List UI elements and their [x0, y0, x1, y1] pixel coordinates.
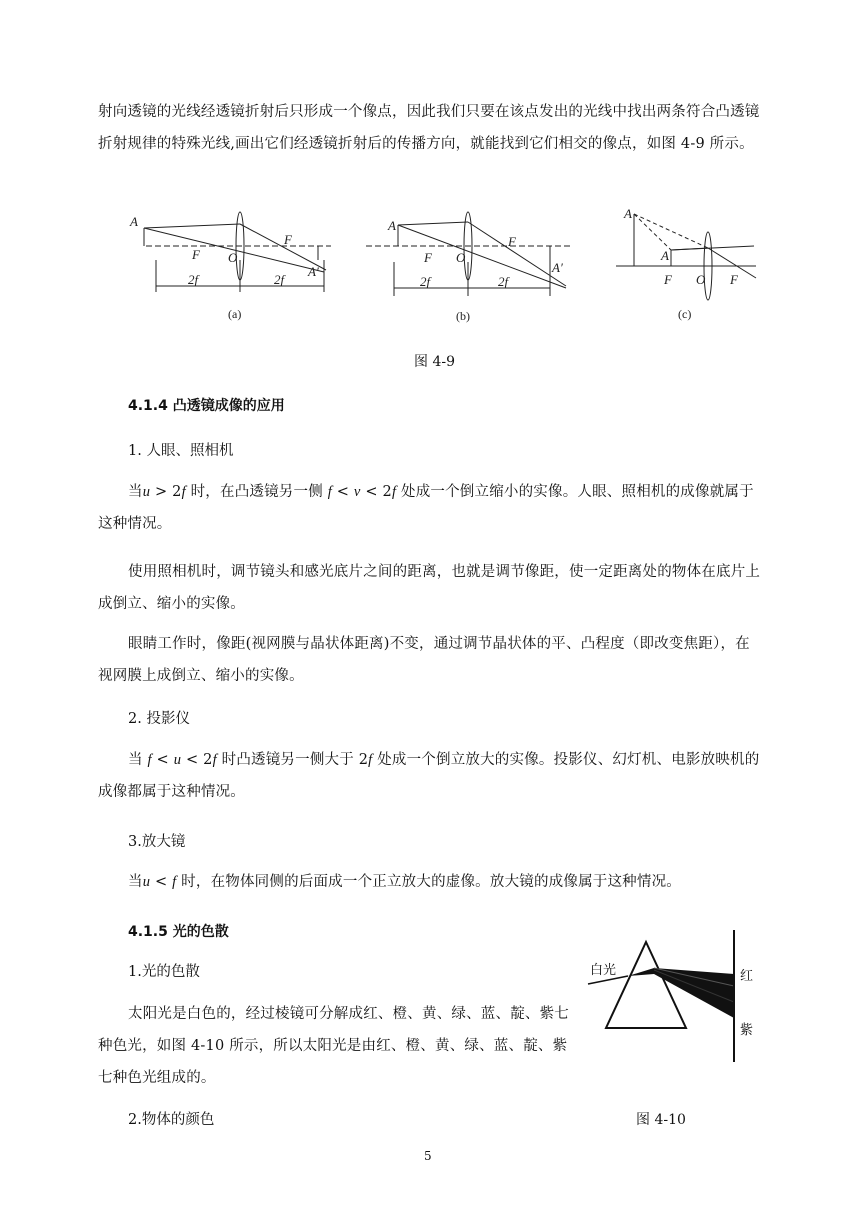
fig-a-dim-2: 2f: [274, 272, 285, 287]
intro-paragraph: 射向透镜的光线经透镜折射后只形成一个像点，因此我们只要在该点发出的光线中找出两条符合凸透镜折射规律的特殊光线,画出它们经透镜折射后的传播方向，就能找到它们相交的像点，如图 4-9 所示。: [98, 104, 760, 152]
fig-c-label-O: O: [696, 272, 706, 287]
page-number: 5: [424, 1149, 432, 1163]
fig-b-dim-1: 2f: [420, 274, 431, 289]
fig-a-label-F2: F: [284, 232, 292, 247]
paragraph-projector: 当 f < u < 2f 时凸透镜另一侧大于 2f 处成一个倒立放大的实像。投影仪、幻灯机、电影放映机的成像都属于这种情况。: [98, 752, 760, 800]
paragraph-dispersion: 太阳光是白色的，经过棱镜可分解成红、橙、黄、绿、蓝、靛、紫七种色光，如图 4-10 所示，所以太阳光是由红、橙、黄、绿、蓝、靛、紫七种色光组成的。: [98, 1006, 569, 1086]
item-1-title: 1. 人眼、照相机: [128, 443, 234, 459]
fig-c-label-A: A: [624, 206, 632, 221]
fig-b-label-A2: A′: [552, 260, 563, 275]
item-3-title: 3.放大镜: [128, 834, 186, 850]
paragraph-camera-usage: 使用照相机时，调节镜头和感光底片之间的距离，也就是调节像距，使一定距离处的物体在底片上成倒立、缩小的实像。: [98, 564, 761, 612]
figure-4-9-caption: 图 4-9: [414, 354, 455, 370]
fig-b-label-A: A: [388, 218, 396, 233]
paragraph-eye: 眼睛工作时，像距(视网膜与晶状体距离)不变，通过调节晶状体的平、凸程度（即改变焦距），在视网膜上成倒立、缩小的实像。: [98, 636, 750, 684]
fig-c-label-F2: F: [730, 272, 738, 287]
figure-4-9: [126, 200, 760, 330]
fig-b-label-O: O: [456, 250, 466, 265]
fig-a-label-A2: A′: [308, 264, 319, 279]
fig-a-dim-1: 2f: [188, 272, 199, 287]
fig-c-label-A2: A: [661, 248, 669, 263]
section-4-1-5-heading: 4.1.5 光的色散: [128, 924, 229, 940]
fig410-red-label: 红: [740, 968, 754, 983]
figure-4-10-caption: 图 4-10: [636, 1112, 686, 1128]
item-2-title: 2. 投影仪: [128, 711, 190, 727]
fig-a-label-A: A: [130, 214, 138, 229]
fig-c-caption: (c): [678, 307, 692, 321]
item-4-title: 1.光的色散: [128, 964, 200, 980]
fig-b-caption: (b): [456, 309, 470, 323]
fig-c-label-F: F: [664, 272, 672, 287]
figure-4-10: [584, 922, 754, 1062]
fig-b-label-F: F: [424, 250, 432, 265]
fig-a-caption: (a): [228, 307, 242, 321]
section-4-1-4-heading: 4.1.4 凸透镜成像的应用: [128, 398, 285, 414]
item-5-title: 2.物体的颜色: [128, 1112, 215, 1128]
fig410-white-light-label: 白光: [590, 962, 617, 977]
fig-a-label-F: F: [192, 247, 200, 262]
paragraph-magnifier: 当u < f 时，在物体同侧的后面成一个正立放大的虚像。放大镜的成像属于这种情况。: [128, 874, 681, 890]
paragraph-camera-condition: 当u > 2f 时，在凸透镜另一侧 f < v < 2f 处成一个倒立缩小的实像。人眼、照相机的成像就属于这种情况。: [98, 484, 754, 532]
fig-b-label-F2: F: [508, 234, 516, 249]
fig-a-label-O: O: [228, 250, 238, 265]
fig-b-dim-2: 2f: [498, 274, 509, 289]
fig410-violet-label: 紫: [740, 1022, 754, 1037]
